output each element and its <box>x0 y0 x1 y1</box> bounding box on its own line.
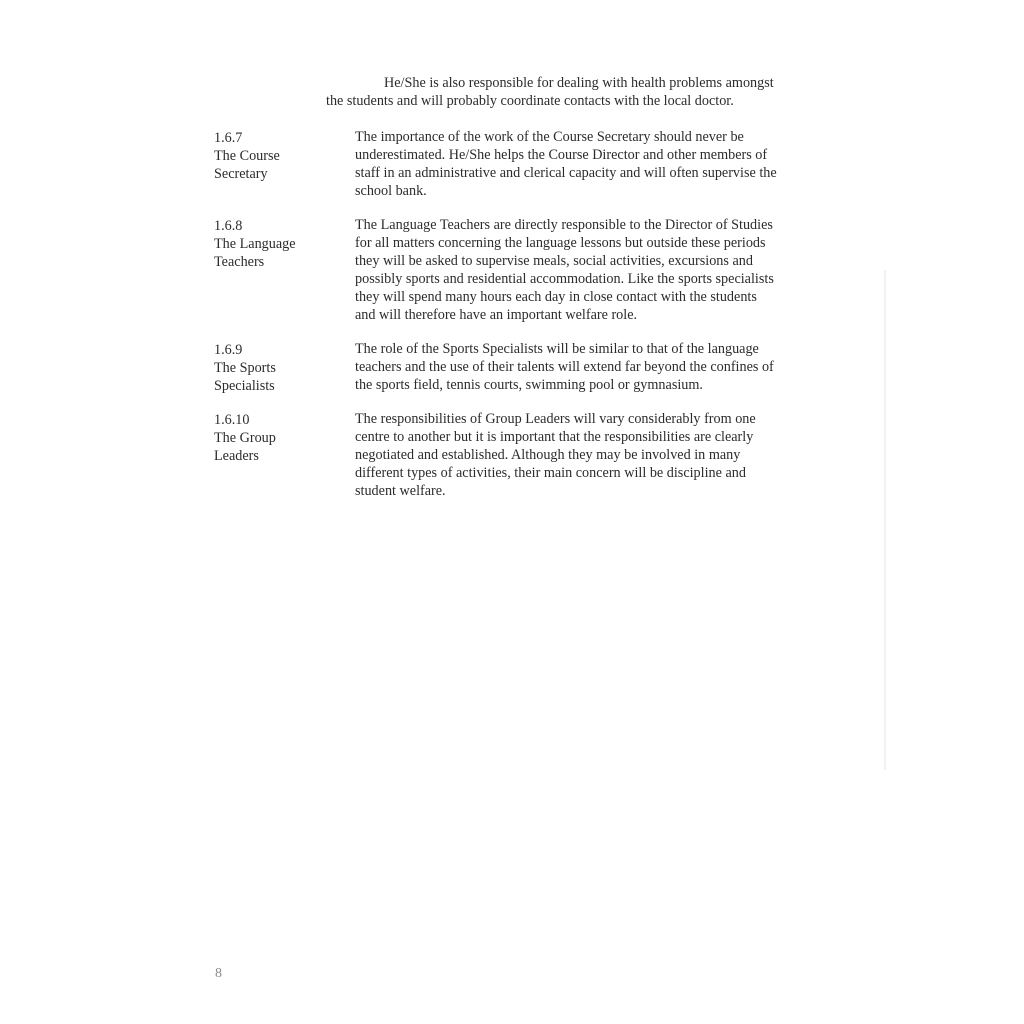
body-line: different types of activities, their main concern will be discipline and <box>355 464 746 481</box>
section-title-line: Secretary <box>214 166 268 182</box>
body-line: The role of the Sports Specialists will be similar to that of the language <box>355 341 759 357</box>
intro-line: the students and will probably coordinate contacts with the local doctor. <box>326 93 734 109</box>
body-line: possibly sports and residential accommodation. Like the sports specialists <box>355 270 774 287</box>
body-line: they will spend many hours each day in close contact with the students <box>355 288 757 305</box>
body-line: for all matters concerning the language lessons but outside these periods <box>355 234 766 251</box>
section-body <box>355 129 865 201</box>
section-heading <box>214 341 344 395</box>
body-line: underestimated. He/She helps the Course Director and other members of <box>355 146 768 163</box>
body-line: student welfare. <box>355 482 446 499</box>
body-line: they will be asked to supervise meals, social activities, excursions and <box>355 252 753 269</box>
section-body <box>355 217 865 324</box>
body-line: school bank. <box>355 182 427 199</box>
body-line: The Language Teachers are directly responsible to the Director of Studies <box>355 217 773 233</box>
body-line: The responsibilities of Group Leaders will vary considerably from one <box>355 411 756 427</box>
section-number: 1.6.9 <box>214 342 243 358</box>
body-line: The importance of the work of the Course Secretary should never be <box>355 129 744 145</box>
section-title-line: The Group <box>214 430 276 446</box>
section-number: 1.6.7 <box>214 130 243 146</box>
body-line: staff in an administrative and clerical capacity and will often supervise the <box>355 164 777 181</box>
body-line: teachers and the use of their talents will extend far beyond the confines of <box>355 358 774 375</box>
section-title-line: The Language <box>214 236 296 252</box>
body-line: centre to another but it is important that the responsibilities are clearly <box>355 428 754 445</box>
section-heading <box>214 411 344 465</box>
intro-paragraph <box>326 74 865 110</box>
body-line: the sports field, tennis courts, swimming pool or gymnasium. <box>355 376 703 393</box>
section-number: 1.6.8 <box>214 218 243 234</box>
scan-edge-shadow <box>884 270 886 770</box>
section-title-line: The Sports <box>214 360 276 376</box>
section-heading <box>214 129 344 183</box>
intro-line: He/She is also responsible for dealing with health problems amongst <box>384 75 774 91</box>
page-number: 8 <box>215 966 222 981</box>
section-title-line: Teachers <box>214 254 265 270</box>
body-line: negotiated and established. Although they may be involved in many <box>355 446 741 463</box>
body-line: and will therefore have an important welfare role. <box>355 306 638 323</box>
section-title-line: Leaders <box>214 448 259 464</box>
section-body <box>355 341 865 395</box>
section-title-line: Specialists <box>214 378 275 394</box>
section-number: 1.6.10 <box>214 412 250 428</box>
section-heading <box>214 217 344 271</box>
section-body <box>355 411 865 501</box>
section-title-line: The Course <box>214 148 280 164</box>
